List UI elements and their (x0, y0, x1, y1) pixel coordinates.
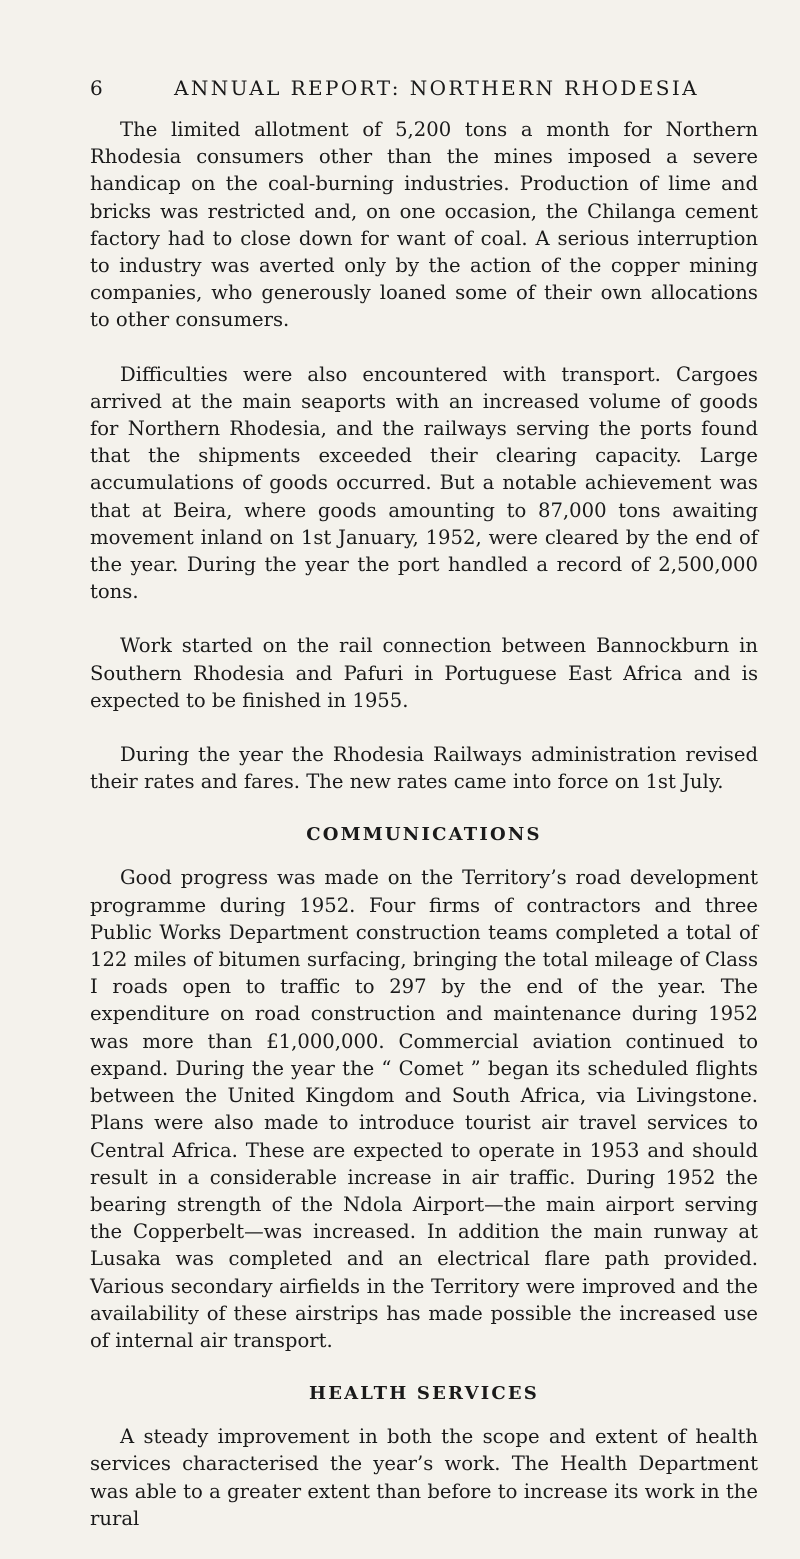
section-heading-health-services: HEALTH SERVICES (308, 1383, 539, 1405)
running-title: ANNUAL REPORT: NORTHERN RHODESIA (174, 76, 699, 100)
page-number: 6 (90, 76, 106, 100)
paragraph-transport: Difficulties were also encountered with transport. Cargoes arrived at the main seaports with an increased volume of goods for Northern Rhodesia, and the railways serving the ports found that the shipments exceeded their clearing capacity. Large accumulations of goods occurred. But a notable achievement was that at Beira, where goods amounting to 87,000 tons awaiting movement inland on 1st January, 1952, were cleared by the end of the year. During the year the port handled a record of 2,500,000 tons. (90, 362, 758, 604)
paragraph-rates-and-fares: During the year the Rhodesia Railways administration revised their rates and fares. The new rates came into force on 1st July. (90, 743, 758, 794)
body-text (90, 116, 758, 1559)
paragraph-coal-allotment: The limited allotment of 5,200 tons a month for Northern Rhodesia consumers other than the mines imposed a severe handicap on the coal-burning industries. Production of lime and bricks was restricted and, on one occasion, the Chilanga cement factory had to close down for want of coal. A serious interruption to industry was averted only by the action of the copper mining companies, who generously loaned some of their own allocations to other consumers. (90, 118, 758, 332)
paragraph-health-services: A steady improvement in both the scope and extent of health services characterised the year’s work. The Health Department was able to a greater extent than before to increase its work in the rural (90, 1425, 758, 1530)
section-heading-communications: COMMUNICATIONS (306, 824, 542, 846)
paragraph-communications: Good progress was made on the Territory’s road development programme during 1952. Four firms of contractors and three Public Works Department construction teams completed a total of 122 miles of bitumen surfacing, bringing the total mileage of Class I roads open to traffic to 297 by the end of the year. The expenditure on road construction and maintenance during 1952 was more than £1,000,000. Commercial aviation continued to expand. During the year the “ Comet ” began its scheduled flights between the United Kingdom and South Africa, via Livingstone. Plans were also made to introduce tourist air travel services to Central Africa. These are expected to operate in 1953 and should result in a considerable increase in air traffic. During 1952 the bearing strength of the Ndola Airport—the main airport serving the Copperbelt—was increased. In addition the main runway at Lusaka was completed and an electrical flare path provided. Various secondary airfields in the Territory were improved and the availability of these airstrips has made possible the increased use of internal air transport. (90, 866, 758, 1352)
running-header (90, 76, 730, 108)
paragraph-rail-connection: Work started on the rail connection between Bannockburn in Southern Rhodesia and Pafuri in Portuguese East Africa and is expected to be finished in 1955. (90, 634, 758, 712)
